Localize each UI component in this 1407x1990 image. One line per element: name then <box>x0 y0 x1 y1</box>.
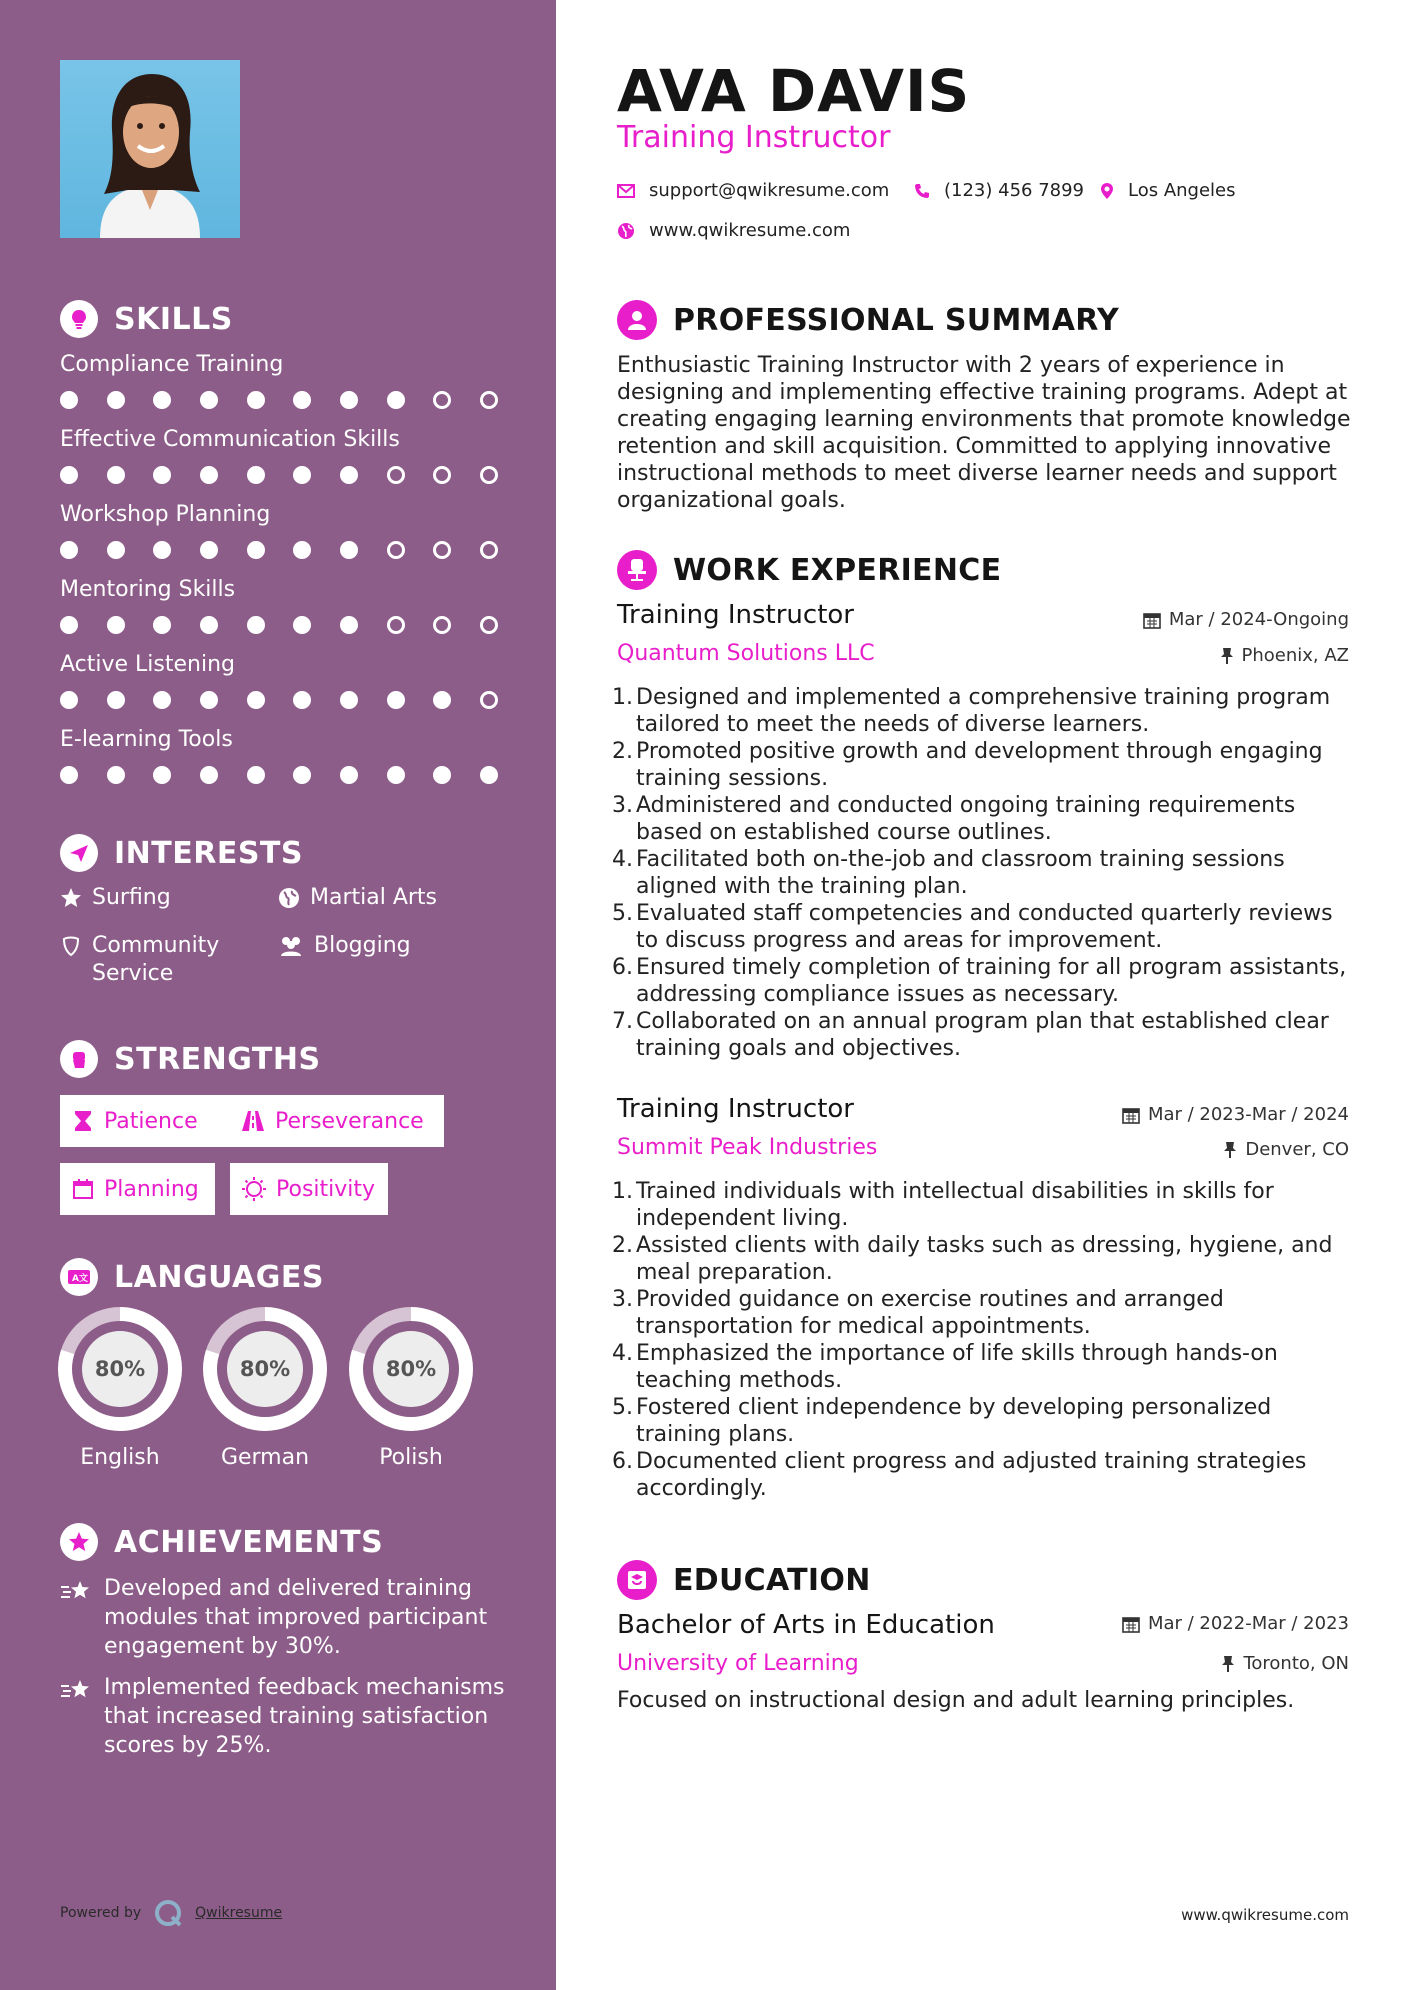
rating-dot-filled <box>293 691 311 709</box>
list-item: 5. Evaluated staff competencies and conducted quarterly reviews to discuss progress and areas for improvement. <box>612 901 1333 953</box>
rating-dot-filled <box>153 766 171 784</box>
job-bullets <box>612 684 1357 1062</box>
job-location: Phoenix, AZ <box>1220 645 1350 666</box>
rating-dot-filled <box>247 766 265 784</box>
interest-item <box>278 884 437 912</box>
location-text: Los Angeles <box>1128 180 1236 201</box>
strength-badge <box>230 1163 388 1215</box>
star-badge-icon <box>60 1523 98 1561</box>
interests-title: INTERESTS <box>114 835 303 871</box>
shooting-star-icon <box>60 1578 92 1604</box>
rating-dot-filled <box>107 541 125 559</box>
rating-dot-empty <box>433 616 451 634</box>
contact-website[interactable] <box>617 220 850 241</box>
rating-dot-filled <box>60 466 78 484</box>
rating-dot-empty <box>387 616 405 634</box>
interest-label: Community Service <box>92 933 220 986</box>
website-text: www.qwikresume.com <box>649 220 851 241</box>
achievement-item <box>60 1574 510 1661</box>
qwikresume-link[interactable]: Qwikresume <box>195 1905 283 1921</box>
education-heading <box>617 1560 871 1600</box>
experience-heading <box>617 550 1001 590</box>
rating-dot-filled <box>200 691 218 709</box>
rating-dot-filled <box>340 466 358 484</box>
skills-heading <box>60 300 233 338</box>
job-company: Summit Peak Industries <box>617 1135 878 1160</box>
achievement-text: Developed and delivered training modules that improved participant engagement by 30%. <box>104 1576 488 1659</box>
globe-icon <box>278 887 300 909</box>
skill-name: E-learning Tools <box>60 727 233 752</box>
interest-item <box>60 932 250 988</box>
language-name: Polish <box>379 1445 443 1470</box>
rating-dot-filled <box>247 691 265 709</box>
achievement-text: Implemented feedback mechanisms that increased training satisfaction scores by 25%. <box>104 1675 505 1758</box>
map-pin-icon <box>1100 182 1114 200</box>
skill-name: Workshop Planning <box>60 502 271 527</box>
degree-title: Bachelor of Arts in Education <box>617 1610 995 1640</box>
rating-dot-filled <box>200 616 218 634</box>
language-item <box>349 1307 473 1470</box>
rating-dot-filled <box>293 541 311 559</box>
contact-phone[interactable] <box>914 180 1084 201</box>
list-item: 1. Designed and implemented a comprehensive training program tailored to meet the needs of diverse learners. <box>612 685 1331 737</box>
skill-item <box>60 727 500 784</box>
list-item: 7. Collaborated on an annual program plan that established clear training goals and objectives. <box>612 1009 1329 1061</box>
skill-item <box>60 502 500 559</box>
road-icon <box>241 1110 265 1132</box>
strengths-title: STRENGTHS <box>114 1041 321 1077</box>
interest-item <box>60 884 171 912</box>
pushpin-icon <box>1220 647 1234 665</box>
rating-dot-filled <box>107 691 125 709</box>
language-ring <box>203 1307 327 1431</box>
list-item: 3. Provided guidance on exercise routines and arranged transportation for medical appointments. <box>612 1287 1224 1339</box>
rating-dot-filled <box>247 616 265 634</box>
skill-name: Active Listening <box>60 652 236 677</box>
rating-dot-filled <box>200 466 218 484</box>
language-percent: 80% <box>373 1331 449 1407</box>
calendar-icon <box>1143 611 1161 629</box>
language-name: German <box>220 1445 310 1470</box>
powered-by <box>60 1898 282 1928</box>
interests-heading <box>60 834 303 872</box>
language-item <box>58 1307 182 1470</box>
rating-dot-filled <box>107 766 125 784</box>
list-item: 1. Trained individuals with intellectual disabilities in skills for independent living. <box>612 1179 1274 1231</box>
skill-rating <box>60 541 498 559</box>
rating-dot-empty <box>480 391 498 409</box>
rating-dot-empty <box>387 466 405 484</box>
powered-by-label: Powered by <box>60 1905 142 1921</box>
skill-item <box>60 652 500 709</box>
summary-text: Enthusiastic Training Instructor with 2 years of experience in designing and implementing effective training programs. Adept at creating engaging learning environments that promote knowledge retention and skill acquisition. Committed to applying innovative instructional methods to meet diverse learner needs and support organizational goals. <box>617 353 1351 513</box>
rating-dot-filled <box>60 616 78 634</box>
language-ring <box>58 1307 182 1431</box>
interest-item <box>278 932 411 960</box>
rating-dot-filled <box>293 766 311 784</box>
user-icon <box>617 300 657 340</box>
strength-label: Planning <box>104 1176 199 1202</box>
rating-dot-filled <box>153 616 171 634</box>
rating-dot-filled <box>200 541 218 559</box>
strength-label: Patience <box>104 1108 198 1134</box>
rating-dot-filled <box>107 616 125 634</box>
lightbulb-icon <box>60 300 98 338</box>
rating-dot-filled <box>387 766 405 784</box>
star-icon <box>60 887 82 909</box>
job-company: Quantum Solutions LLC <box>617 641 875 666</box>
list-item: 6. Documented client progress and adjusted training strategies accordingly. <box>612 1449 1307 1501</box>
rating-dot-empty <box>480 691 498 709</box>
rating-dot-filled <box>200 766 218 784</box>
calendar-icon <box>72 1178 94 1200</box>
rating-dot-filled <box>340 691 358 709</box>
graduate-icon <box>617 1560 657 1600</box>
strengths-heading <box>60 1040 321 1078</box>
school-name: University of Learning <box>617 1651 859 1676</box>
rating-dot-filled <box>340 616 358 634</box>
achievement-item <box>60 1673 510 1760</box>
list-item: 2. Assisted clients with daily tasks such as dressing, hygiene, and meal preparation. <box>612 1233 1333 1285</box>
strength-badge <box>60 1163 215 1215</box>
rating-dot-filled <box>60 541 78 559</box>
rating-dot-filled <box>293 391 311 409</box>
interest-label: Martial Arts <box>310 885 438 910</box>
job-dates: Mar / 2023-Mar / 2024 <box>1122 1104 1349 1125</box>
rating-dot-filled <box>433 691 451 709</box>
achievements-heading <box>60 1523 383 1561</box>
skill-item <box>60 577 500 634</box>
list-item: 5. Fostered client independence by developing personalized training plans. <box>612 1395 1272 1447</box>
calendar-icon <box>1122 1615 1140 1633</box>
job-title: Training Instructor <box>617 1094 854 1124</box>
skill-name: Effective Communication Skills <box>60 427 400 452</box>
job-location: Denver, CO <box>1223 1139 1349 1160</box>
rating-dot-filled <box>433 766 451 784</box>
rating-dot-filled <box>107 391 125 409</box>
summary-title: PROFESSIONAL SUMMARY <box>673 302 1120 338</box>
rating-dot-empty <box>433 391 451 409</box>
office-chair-icon <box>617 550 657 590</box>
skill-rating <box>60 616 498 634</box>
language-name: English <box>80 1445 160 1470</box>
education-title: EDUCATION <box>673 1562 871 1598</box>
education-description: Focused on instructional design and adult learning principles. <box>617 1688 1295 1713</box>
language-item <box>203 1307 327 1470</box>
sun-icon <box>242 1177 266 1201</box>
fist-icon <box>60 1040 98 1078</box>
rating-dot-empty <box>387 541 405 559</box>
job-bullets <box>612 1178 1357 1502</box>
languages-title: LANGUAGES <box>114 1259 324 1295</box>
language-ring <box>349 1307 473 1431</box>
skill-name: Mentoring Skills <box>60 577 236 602</box>
strength-badge <box>229 1095 444 1147</box>
footer-url[interactable]: www.qwikresume.com <box>1181 1906 1349 1924</box>
list-item: 4. Facilitated both on-the-job and classroom training sessions aligned with the training plan. <box>612 847 1285 899</box>
interest-label: Blogging <box>314 933 411 958</box>
language-icon <box>60 1258 98 1296</box>
svg-text:A文: A文 <box>72 1274 88 1284</box>
rating-dot-filled <box>247 466 265 484</box>
list-item: 6. Ensured timely completion of training for all program assistants, addressing compliance issues as necessary. <box>612 955 1347 1007</box>
paper-plane-icon <box>60 834 98 872</box>
rating-dot-filled <box>293 616 311 634</box>
rating-dot-empty <box>433 466 451 484</box>
education-location: Toronto, ON <box>1221 1653 1349 1674</box>
rating-dot-filled <box>153 541 171 559</box>
skill-item <box>60 352 500 409</box>
languages-heading <box>60 1258 324 1296</box>
job-dates: Mar / 2024-Ongoing <box>1143 609 1349 630</box>
strength-badge <box>60 1095 230 1147</box>
list-item: 2. Promoted positive growth and development through engaging training sessions. <box>612 739 1323 791</box>
contact-email[interactable] <box>617 180 889 201</box>
list-item: 4. Emphasized the importance of life skills through hands-on teaching methods. <box>612 1341 1278 1393</box>
profile-photo <box>60 60 240 238</box>
rating-dot-filled <box>60 391 78 409</box>
list-item: 3. Administered and conducted ongoing training requirements based on established course outlines. <box>612 793 1296 845</box>
rating-dot-filled <box>387 391 405 409</box>
education-dates: Mar / 2022-Mar / 2023 <box>1122 1613 1349 1634</box>
users-icon <box>278 935 304 957</box>
phone-icon <box>914 183 930 199</box>
rating-dot-filled <box>340 766 358 784</box>
rating-dot-filled <box>480 766 498 784</box>
contact-location <box>1100 180 1236 201</box>
rating-dot-filled <box>340 541 358 559</box>
qwikresume-logo-icon <box>153 1898 183 1928</box>
skill-item <box>60 427 500 484</box>
shield-icon <box>60 935 82 957</box>
calendar-icon <box>1122 1106 1140 1124</box>
skills-title: SKILLS <box>114 301 233 337</box>
skill-rating <box>60 766 498 784</box>
rating-dot-filled <box>247 391 265 409</box>
rating-dot-filled <box>107 466 125 484</box>
language-percent: 80% <box>82 1331 158 1407</box>
summary-heading <box>617 300 1119 340</box>
rating-dot-filled <box>247 541 265 559</box>
rating-dot-filled <box>60 766 78 784</box>
achievements-title: ACHIEVEMENTS <box>114 1524 384 1560</box>
rating-dot-filled <box>60 691 78 709</box>
rating-dot-filled <box>293 466 311 484</box>
skill-name: Compliance Training <box>60 352 284 377</box>
rating-dot-filled <box>153 466 171 484</box>
rating-dot-empty <box>480 466 498 484</box>
hourglass-icon <box>72 1109 94 1133</box>
rating-dot-filled <box>200 391 218 409</box>
experience-title: WORK EXPERIENCE <box>673 552 1002 588</box>
skill-rating <box>60 391 498 409</box>
job-title: Training Instructor <box>617 600 854 630</box>
globe-icon <box>617 222 635 240</box>
email-text: support@qwikresume.com <box>649 180 890 201</box>
rating-dot-empty <box>480 541 498 559</box>
interest-label: Surfing <box>92 885 171 910</box>
pushpin-icon <box>1223 1141 1237 1159</box>
envelope-icon <box>617 184 635 198</box>
skill-rating <box>60 691 498 709</box>
strength-label: Perseverance <box>275 1108 424 1134</box>
phone-text: (123) 456 7899 <box>944 180 1085 201</box>
rating-dot-filled <box>387 691 405 709</box>
candidate-title: Training Instructor <box>617 120 891 155</box>
skill-rating <box>60 466 498 484</box>
rating-dot-empty <box>433 541 451 559</box>
rating-dot-filled <box>340 391 358 409</box>
shooting-star-icon <box>60 1677 92 1703</box>
strength-label: Positivity <box>276 1176 376 1202</box>
sidebar <box>0 0 556 1990</box>
pushpin-icon <box>1221 1655 1235 1673</box>
candidate-name: AVA DAVIS <box>617 57 971 125</box>
rating-dot-empty <box>480 616 498 634</box>
rating-dot-filled <box>153 691 171 709</box>
rating-dot-filled <box>153 391 171 409</box>
language-percent: 80% <box>227 1331 303 1407</box>
